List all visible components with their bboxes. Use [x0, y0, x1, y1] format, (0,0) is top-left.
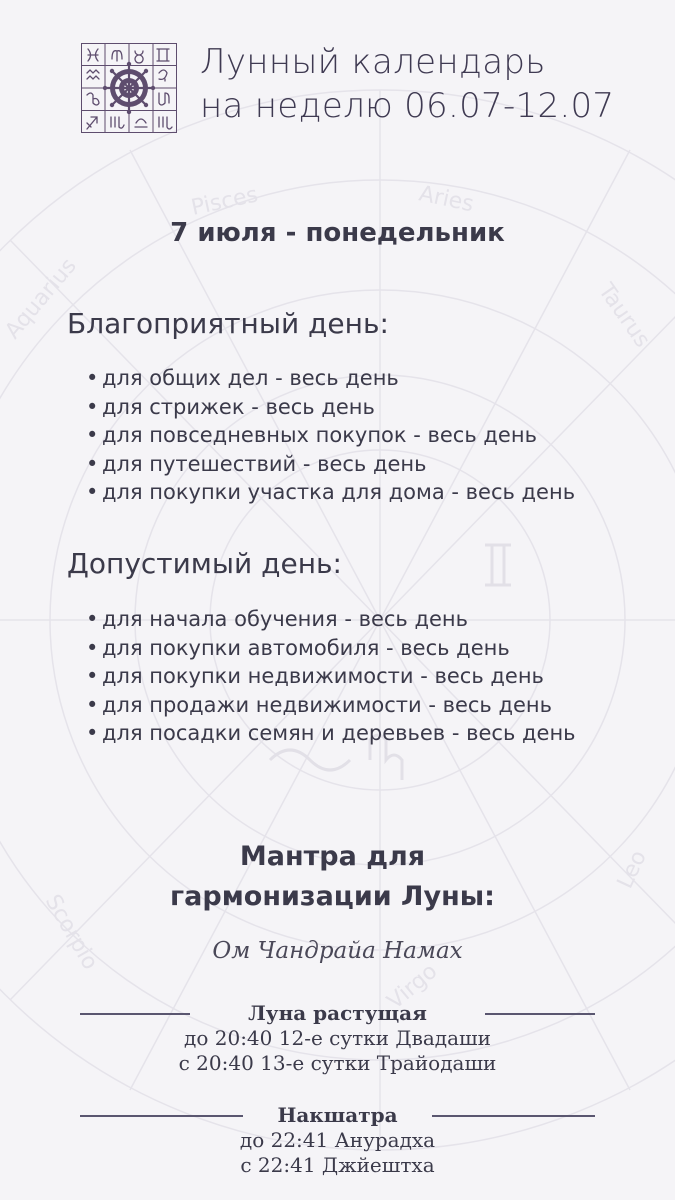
- nakshatra-line-1: до 22:41 Анурадха: [239, 1128, 436, 1152]
- favorable-title: Благоприятный день:: [67, 307, 389, 340]
- bg-label-scorpio: Scorpio: [39, 890, 103, 975]
- moon-phase-title: Луна растущая: [248, 1001, 427, 1025]
- bg-label-aquarius: Aquarius: [0, 253, 82, 344]
- acceptable-title: Допустимый день:: [67, 547, 342, 580]
- list-item: • для общих дел - весь день: [86, 364, 575, 393]
- list-item: • для начала обучения - весь день: [86, 605, 576, 634]
- bg-label-taurus: Taurus: [593, 279, 655, 353]
- list-item: • для покупки автомобиля - весь день: [86, 634, 576, 663]
- moon-phase-block: [80, 1000, 595, 1076]
- divider-right: [432, 1115, 595, 1117]
- acceptable-list: [86, 605, 576, 748]
- list-item: • для покупки недвижимости - весь день: [86, 662, 576, 691]
- list-item: • для путешествий - весь день: [86, 450, 575, 479]
- divider-right: [485, 1013, 595, 1015]
- list-item: • для продажи недвижимости - весь день: [86, 691, 576, 720]
- mantra-text: Ом Чандрайа Намах: [212, 938, 463, 964]
- divider-left: [80, 1115, 243, 1117]
- title-line-2: на неделю 06.07-12.07: [200, 86, 615, 126]
- list-item: • для посадки семян и деревьев - весь день: [86, 719, 576, 748]
- bg-label-pisces: Pisces: [189, 182, 261, 221]
- zodiac-wheel-logo-icon: [81, 43, 177, 133]
- favorable-list: [86, 364, 575, 507]
- nakshatra-title: Накшатра: [277, 1103, 398, 1127]
- page-title: [200, 40, 660, 128]
- mantra-title: [0, 837, 665, 917]
- day-heading: 7 июля - понедельник: [170, 218, 505, 248]
- bg-label-aries: Aries: [416, 181, 476, 218]
- nakshatra-line-2: с 22:41 Джйештха: [240, 1153, 435, 1177]
- divider-left: [80, 1013, 190, 1015]
- bg-label-virgo: Virgo: [382, 958, 443, 1015]
- list-item: • для стрижек - весь день: [86, 393, 575, 422]
- nakshatra-block: [80, 1102, 595, 1178]
- list-item: • для покупки участка для дома - весь день: [86, 478, 575, 507]
- moon-phase-line-2: с 20:40 13-е сутки Трайодаши: [178, 1051, 497, 1075]
- title-line-1: Лунный календарь: [200, 42, 546, 82]
- moon-phase-line-1: до 20:40 12-е сутки Двадаши: [184, 1026, 491, 1050]
- mantra-title-line-1: Мантра для: [239, 841, 426, 872]
- bg-label-leo: Leo: [612, 846, 652, 893]
- list-item: • для повседневных покупок - весь день: [86, 421, 575, 450]
- mantra-title-line-2: гармонизации Луны:: [170, 881, 495, 912]
